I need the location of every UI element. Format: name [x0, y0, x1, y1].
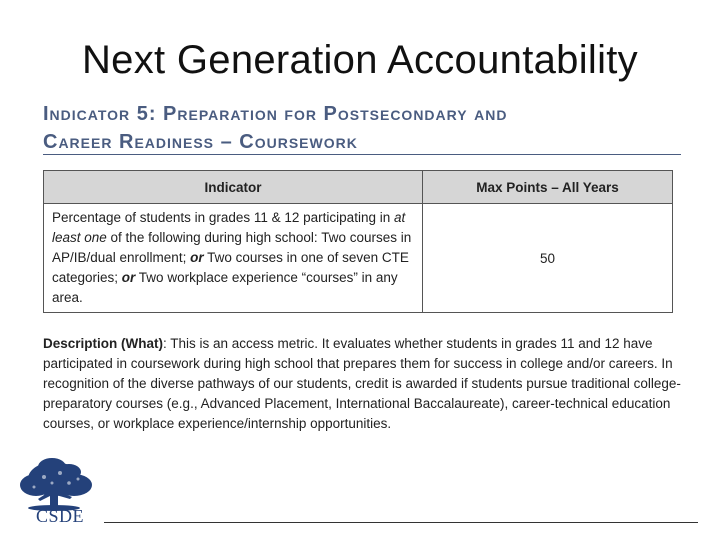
indicator-table	[43, 170, 673, 313]
cell-text: Percentage of students in grades 11 & 12 participating in	[52, 210, 394, 225]
cell-text-emphasis: at least one	[52, 210, 406, 245]
cell-text: of the following during high school: Two courses in AP/IB/dual enrollment;	[52, 230, 412, 265]
cell-text: Two workplace experience “courses” in any area.	[52, 270, 398, 305]
indicator-heading	[43, 100, 683, 156]
table-header-row	[44, 171, 673, 204]
indicator-description-cell	[44, 204, 423, 313]
column-header-max-points: Max Points – All Years	[423, 171, 673, 204]
logo-text: CSDE	[36, 506, 85, 526]
max-points-cell: 50	[423, 204, 673, 313]
footer-divider	[104, 522, 698, 523]
heading-divider	[43, 154, 681, 155]
cell-text: Two courses in one of seven CTE categories;	[52, 250, 409, 285]
cell-text-emphasis: or	[190, 250, 204, 265]
slide-title: Next Generation Accountability	[82, 38, 638, 82]
indicator-heading-line-1: Indicator 5: Preparation for Postsecondary and	[43, 103, 508, 125]
description-label: Description (What)	[43, 336, 163, 351]
indicator-heading-line-2: Career Readiness – Coursework	[43, 131, 358, 153]
description-text: : This is an access metric. It evaluates whether students in grades 11 and 12 have participated in coursework during high school that prepares them for success in college and/or careers. In recognition of the diverse pathways of our students, credit is awarded if students pursue traditional college-preparatory courses (e.g., Advanced Placement, International Baccalaureate), career-technical education courses, or workplace experience/internship opportunities.	[43, 336, 681, 431]
description-paragraph	[43, 334, 681, 434]
column-header-indicator: Indicator	[44, 171, 423, 204]
cell-text-emphasis: or	[121, 270, 136, 285]
table-row	[44, 204, 673, 313]
